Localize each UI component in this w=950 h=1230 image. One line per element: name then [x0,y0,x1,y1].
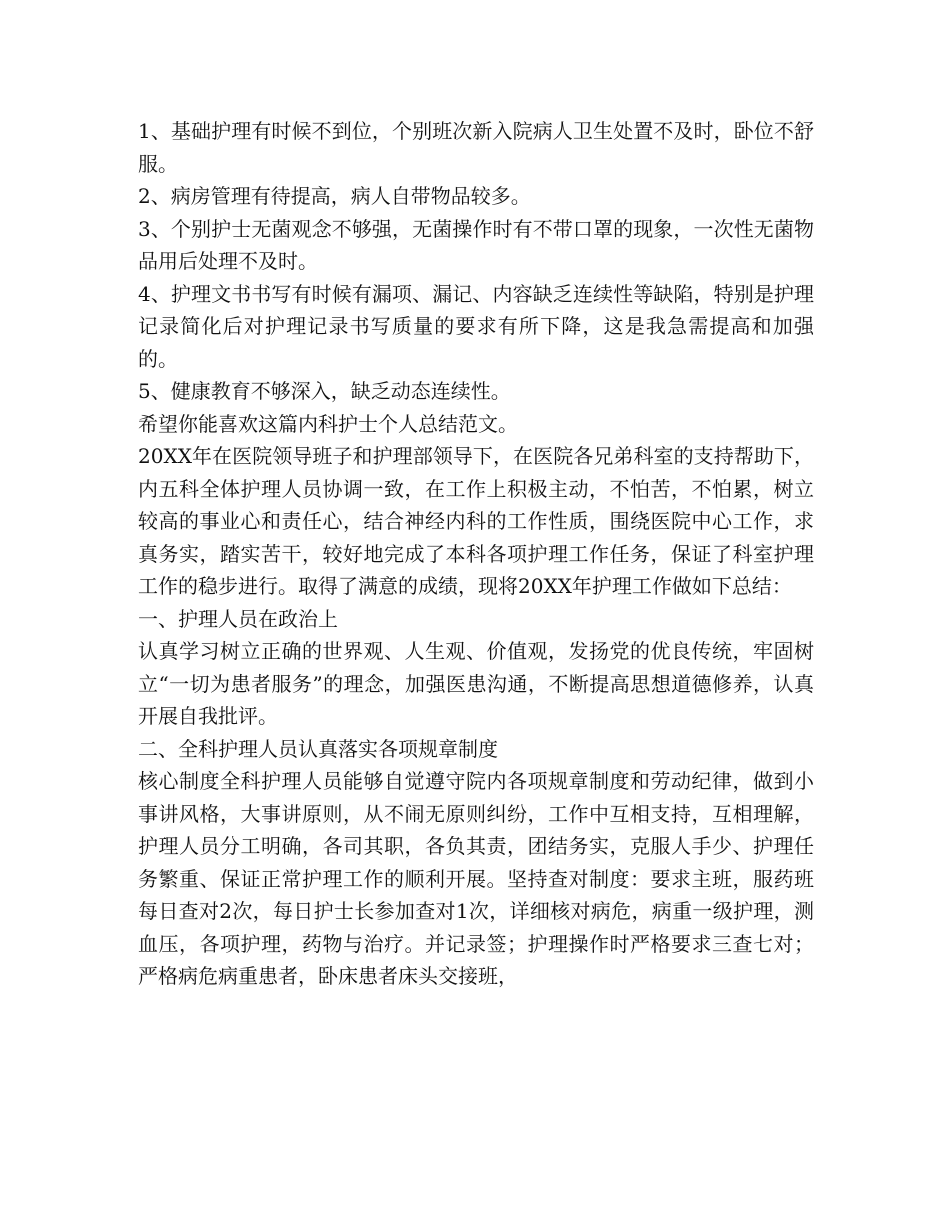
paragraph-4: 4、护理文书书写有时候有漏项、漏记、内容缺乏连续性等缺陷，特别是护理记录简化后对护理记录书写质量的要求有所下降，这是我急需提高和加强的。 [138,281,814,371]
paragraph-3: 3、个别护士无菌观念不够强，无菌操作时有不带口罩的现象，一次性无菌物品用后处理不及时。 [138,216,814,273]
paragraph-section-1-body: 认真学习树立正确的世界观、人生观、价值观，发扬党的优良传统，牢固树立“一切为患者服务”的理念，加强医患沟通，不断提高思想道德修养，认真开展自我批评。 [138,639,814,728]
section-heading-1: 一、护理人员在政治上 [138,606,338,631]
paragraph-1: 1、基础护理有时候不到位，个别班次新入院病人卫生处置不及时，卧位不舒服。 [138,119,814,176]
paragraph-summary-intro: 20XX年在医院领导班子和护理部领导下，在医院各兄弟科室的支持帮助下，内五科全体护理人员协调一致，在工作上积极主动，不怕苦，不怕累，树立较高的事业心和责任心，结合神经内科的工作性质，围绕医院中心工作，求真务实，踏实苦干，较好地完成了本科各项护理工作任务，保证了科室护理工作的稳步进行。取得了满意的成绩，现将20XX年护理工作做如下总结： [138,444,814,598]
paragraph-2: 2、病房管理有待提高，病人自带物品较多。 [138,184,531,208]
paragraph-closing-note: 希望你能喜欢这篇内科护士个人总结范文。 [138,411,518,436]
paragraph-5: 5、健康教育不够深入，缺乏动态连续性。 [138,379,511,403]
paragraph-section-2-body: 核心制度全科护理人员能够自觉遵守院内各项规章制度和劳动纪律，做到小事讲风格，大事讲原则，从不闹无原则纠纷，工作中互相支持，互相理解，护理人员分工明确，各司其职，各负其责，团结务实，克服人手少、护理任务繁重、保证正常护理工作的顺利开展。坚持查对制度：要求主班，服药班每日查对2次，每日护士长参加查对1次，详细核对病危，病重一级护理，测血压，各项护理，药物与治疗。并记录签；护理操作时严格要求三查七对；严格病危病重患者，卧床患者床头交接班， [138,769,814,988]
document-body [138,115,814,993]
section-heading-2: 二、全科护理人员认真落实各项规章制度 [138,736,498,761]
